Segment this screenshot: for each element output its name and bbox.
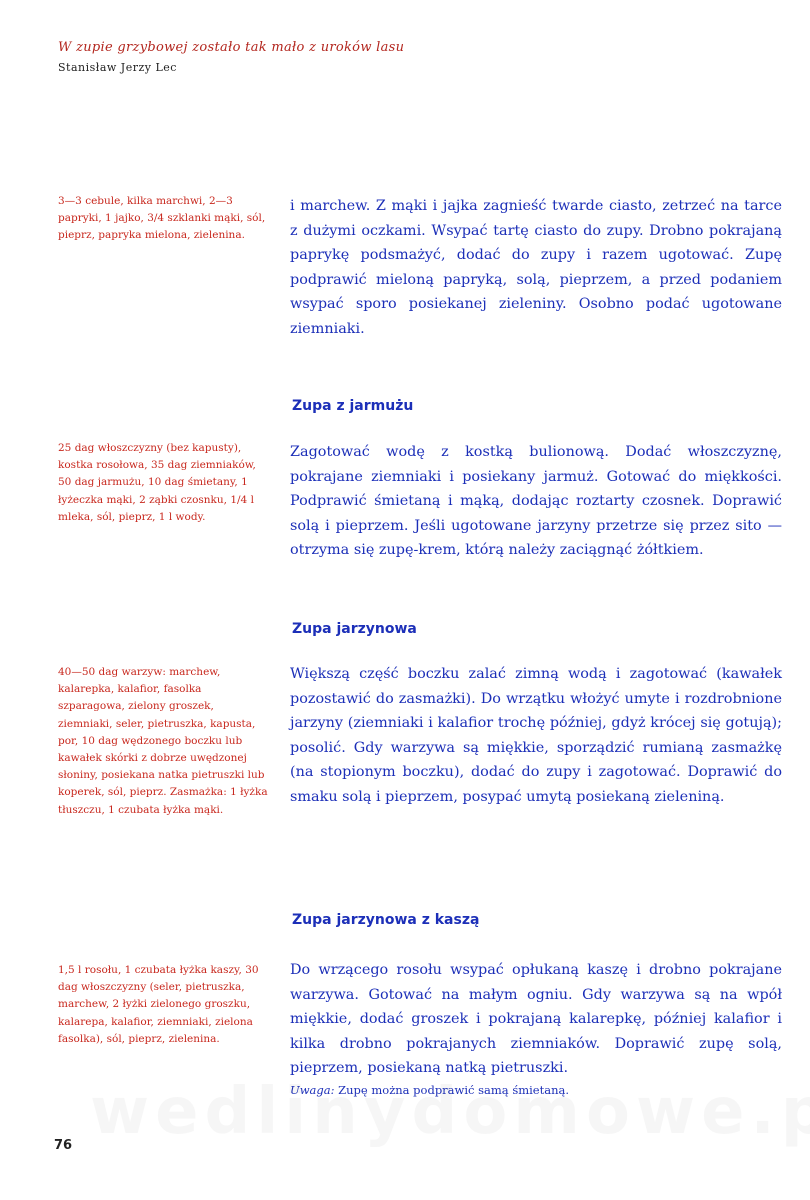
recipe-text-jarzynowa-z-kasza	[290, 958, 782, 1099]
recipe-text-jarzynowa: Większą część boczku zalać zimną wodą i zagotować (kawałek pozostawić do zasmażki). Do wrzątku włożyć umyte i rozdrobnione jarzyny (ziemniaki i kalafior trochę później, gdyż krócej się gotują); posolić. Gdy warzywa są miękkie, sporządzić rumianą zasmażkę (na stopionym boczku), dodać do zupy i zagotować. Doprawić do smaku solą i pieprzem, posypać umytą posiekaną zieleniną.	[290, 666, 782, 805]
epigraph-quote: W zupie grzybowej zostało tak mało z uroków lasu	[58, 40, 405, 55]
recipe-text-body: Do wrzącego rosołu wsypać opłukaną kaszę i drobno pokrajane warzywa. Gotować na małym ogniu. Gdy warzywa są na wpół miękkie, dodać groszek i pokrajaną kalarepkę, później kalafior i kilka drobno pokrajanych ziemniaków. Doprawić zupę solą, pieprzem, posiekaną natką pietruszki.	[290, 962, 782, 1077]
recipe-title-jarzynowa: Zupa jarzynowa	[292, 621, 417, 637]
recipe-note	[290, 1081, 782, 1099]
epigraph-author: Stanisław Jerzy Lec	[58, 61, 177, 74]
note-label: Uwaga:	[290, 1082, 335, 1097]
page-number: 76	[54, 1138, 73, 1153]
ingredients-list-jarmuz: 25 dag włoszczyzny (bez kapusty), kostka rosołowa, 35 dag ziemniaków, 50 dag jarmużu, 10 dag śmietany, 1 łyżeczka mąki, 2 ząbki czosnku, 1/4 l mleka, sól, pieprz, 1 l wody.	[58, 442, 256, 523]
recipe-text-1: i marchew. Z mąki i jajka zagnieść twarde ciasto, zetrzeć na tarce z dużymi oczkami. Wsypać tartę ciasto do zupy. Drobno pokrajaną paprykę podsmażyć, dodać do zupy i razem ugotować. Zupę podprawić mieloną papryką, solą, pieprzem, a przed podaniem wsypać sporo posiekanej zieleniny. Osobno podać ugotowane ziemniaki.	[290, 198, 782, 337]
epigraph	[58, 40, 404, 74]
recipe-text-jarmuz: Zagotować wodę z kostką bulionową. Dodać włoszczyznę, pokrajane ziemniaki i posiekany jarmuż. Gotować do miękkości. Podprawić śmietaną i mąką, dodając roztarty czosnek. Doprawić solą i pieprzem. Jeśli ugotowane jarzyny przetrze się przez sito — otrzyma się zupę-krem, którą należy zaciągnąć żółtkiem.	[290, 444, 782, 559]
ingredients-list-jarzynowa: 40—50 dag warzyw: marchew, kalarepka, kalafior, fasolka szparagowa, zielony groszek, ziemniaki, seler, pietruszka, kapusta, por, 10 dag wędzonego boczku lub kawałek skórki z dobrze uwędzonej słoniny, posiekana natka pietruszki lub koperek, sól, pieprz. Zasmażka: 1 łyżka tłuszczu, 1 czubata łyżka mąki.	[58, 666, 268, 816]
recipe-title-jarmuz: Zupa z jarmużu	[292, 398, 414, 414]
recipe-title-jarzynowa-z-kasza: Zupa jarzynowa z kaszą	[292, 912, 480, 928]
ingredients-list-jarzynowa-z-kasza: 1,5 l rosołu, 1 czubata łyżka kaszy, 30 dag włoszczyzny (seler, pietruszka, marchew, 2 łyżki zielonego groszku, kalarepa, kalafior, ziemniaki, zielona fasolka), sól, pieprz, zielenina.	[58, 964, 259, 1045]
note-text: Zupę można podprawić samą śmietaną.	[338, 1082, 570, 1097]
ingredients-list-1: 3—3 cebule, kilka marchwi, 2—3 papryki, 1 jajko, 3/4 szklanki mąki, sól, pieprz, papryka mielona, zielenina.	[58, 195, 266, 242]
